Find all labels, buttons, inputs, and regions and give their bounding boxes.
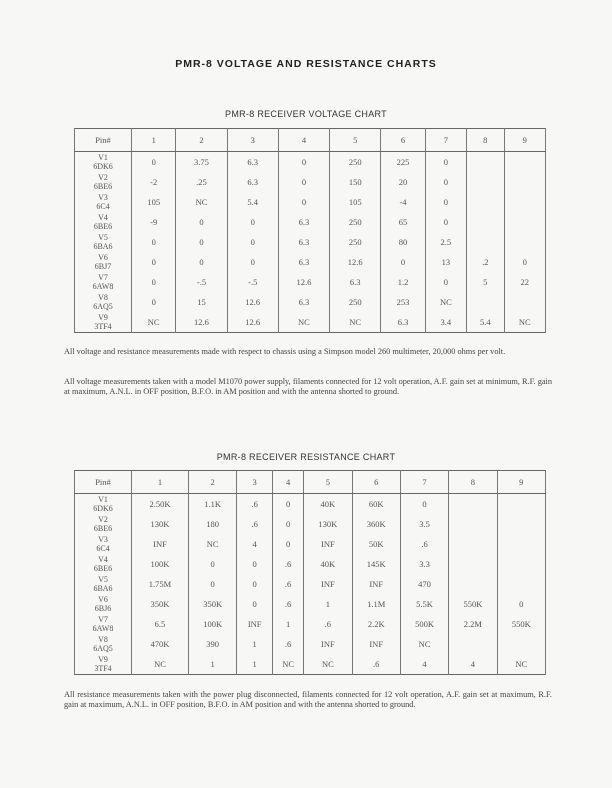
tube-cell <box>75 494 132 515</box>
tube-cell <box>75 292 132 312</box>
value-cell: .6 <box>400 534 448 554</box>
tube-type: 6AQ5 <box>93 644 113 653</box>
tube-label: V2 <box>98 173 108 182</box>
tube-type: 6BE6 <box>93 222 113 231</box>
value-cell <box>467 212 505 232</box>
value-cell: NC <box>188 534 236 554</box>
value-cell: .6 <box>273 554 304 574</box>
table-row <box>75 152 546 173</box>
tube-type: 6C4 <box>96 202 110 211</box>
value-cell: 4 <box>237 534 273 554</box>
value-cell: 0 <box>278 192 329 212</box>
tube-type: 6AQ5 <box>93 302 113 311</box>
resistance-chart-title: PMR-8 RECEIVER RESISTANCE CHART <box>216 452 396 462</box>
pin-column-header: 7 <box>400 471 448 494</box>
value-cell: 2.2K <box>352 614 400 634</box>
value-cell: .6 <box>273 634 304 654</box>
value-cell: 5.4 <box>467 312 505 333</box>
value-cell: 0 <box>504 252 545 272</box>
pin-column-header: 1 <box>132 129 176 152</box>
value-cell: 6.5 <box>132 614 189 634</box>
value-cell: 4 <box>400 654 448 675</box>
value-cell: 225 <box>381 152 425 173</box>
value-cell: 12.6 <box>330 252 381 272</box>
value-cell: 105 <box>132 192 176 212</box>
tube-label: V6 <box>98 253 108 262</box>
value-cell: 0 <box>227 252 278 272</box>
value-cell: 150 <box>330 172 381 192</box>
value-cell: 0 <box>132 152 176 173</box>
value-cell: 0 <box>425 272 466 292</box>
value-cell: 0 <box>273 494 304 515</box>
value-cell: 100K <box>188 614 236 634</box>
value-cell: .6 <box>304 614 352 634</box>
tube-type: 6C4 <box>96 544 110 553</box>
value-cell: NC <box>132 654 189 675</box>
value-cell: 3.4 <box>425 312 466 333</box>
value-cell: 6.3 <box>278 212 329 232</box>
pin-column-header: 9 <box>504 129 545 152</box>
value-cell: 5.5K <box>400 594 448 614</box>
value-cell: NC <box>278 312 329 333</box>
pin-header: Pin# <box>75 471 132 494</box>
value-cell: 1 <box>273 614 304 634</box>
pin-column-header: 8 <box>467 129 505 152</box>
value-cell: INF <box>304 534 352 554</box>
value-cell: .6 <box>237 494 273 515</box>
tube-label: V8 <box>98 635 108 644</box>
value-cell: 500K <box>400 614 448 634</box>
value-cell: 180 <box>188 514 236 534</box>
pin-column-header: 5 <box>330 129 381 152</box>
value-cell: 0 <box>227 212 278 232</box>
value-cell: 0 <box>278 152 329 173</box>
value-cell: 0 <box>425 152 466 173</box>
value-cell: 22 <box>504 272 545 292</box>
value-cell: 470 <box>400 574 448 594</box>
tube-type: 3TF4 <box>94 664 112 673</box>
table-row <box>75 614 546 634</box>
pin-column-header: 4 <box>273 471 304 494</box>
resistance-note: All resistance measurements taken with the power plug disconnected, filaments connected for 12 volt operation, A.F. gain set at maximum, R.F. gain at maximum, A.N.L. in OFF position, B.F.O. in AM position and with the antenna shorted to ground. <box>64 690 552 709</box>
value-cell: 3.5 <box>400 514 448 534</box>
value-cell: 470K <box>132 634 189 654</box>
page-title: PMR-8 VOLTAGE AND RESISTANCE CHARTS <box>175 58 437 70</box>
value-cell <box>504 212 545 232</box>
value-cell: 250 <box>330 232 381 252</box>
value-cell <box>504 292 545 312</box>
value-cell: 6.3 <box>278 292 329 312</box>
value-cell <box>449 534 497 554</box>
resistance-table <box>74 470 546 675</box>
value-cell: NC <box>497 654 545 675</box>
value-cell: 40K <box>304 494 352 515</box>
value-cell: .6 <box>273 574 304 594</box>
value-cell: 80 <box>381 232 425 252</box>
value-cell: 130K <box>132 514 189 534</box>
value-cell: 1.2 <box>381 272 425 292</box>
value-cell <box>449 574 497 594</box>
value-cell: 6.3 <box>227 152 278 173</box>
table-row <box>75 312 546 333</box>
value-cell: 12.6 <box>278 272 329 292</box>
tube-type: 6AW8 <box>92 624 114 633</box>
value-cell <box>504 172 545 192</box>
value-cell: 15 <box>176 292 227 312</box>
tube-cell <box>75 232 132 252</box>
value-cell: -.5 <box>176 272 227 292</box>
value-cell: 0 <box>132 232 176 252</box>
value-cell: -4 <box>381 192 425 212</box>
tube-type: 6BA6 <box>93 584 113 593</box>
value-cell: NC <box>400 634 448 654</box>
pin-column-header: 1 <box>132 471 189 494</box>
value-cell: 6.3 <box>278 252 329 272</box>
table-row <box>75 192 546 212</box>
pin-column-header: 6 <box>352 471 400 494</box>
value-cell: 0 <box>176 212 227 232</box>
value-cell: 40K <box>304 554 352 574</box>
pin-header: Pin# <box>75 129 132 152</box>
table-row <box>75 634 546 654</box>
value-cell: NC <box>330 312 381 333</box>
table-row <box>75 514 546 534</box>
value-cell: 145K <box>352 554 400 574</box>
value-cell: 2.2M <box>449 614 497 634</box>
voltage-chart-title: PMR-8 RECEIVER VOLTAGE CHART <box>225 109 387 119</box>
value-cell: .2 <box>467 252 505 272</box>
value-cell <box>449 634 497 654</box>
pin-column-header: 5 <box>304 471 352 494</box>
value-cell: 0 <box>425 192 466 212</box>
value-cell: NC <box>304 654 352 675</box>
value-cell: .25 <box>176 172 227 192</box>
table-row <box>75 654 546 675</box>
value-cell: 1 <box>237 634 273 654</box>
tube-label: V3 <box>98 535 108 544</box>
table-row <box>75 494 546 515</box>
value-cell: 0 <box>273 534 304 554</box>
value-cell: 6.3 <box>381 312 425 333</box>
tube-cell <box>75 594 132 614</box>
value-cell: 0 <box>176 252 227 272</box>
table-row <box>75 574 546 594</box>
table-row <box>75 172 546 192</box>
tube-label: V1 <box>98 153 108 162</box>
value-cell <box>449 514 497 534</box>
value-cell <box>497 634 545 654</box>
tube-cell <box>75 554 132 574</box>
value-cell <box>449 554 497 574</box>
value-cell: 12.6 <box>227 312 278 333</box>
value-cell: 0 <box>237 554 273 574</box>
tube-type: 6BE6 <box>93 182 113 191</box>
value-cell: 0 <box>425 212 466 232</box>
value-cell: 4 <box>449 654 497 675</box>
tube-label: V7 <box>98 615 108 624</box>
tube-type: 6AW8 <box>92 282 114 291</box>
value-cell: 130K <box>304 514 352 534</box>
value-cell: 0 <box>425 172 466 192</box>
pin-column-header: 2 <box>176 129 227 152</box>
value-cell <box>497 494 545 515</box>
value-cell: NC <box>132 312 176 333</box>
value-cell: 6.3 <box>330 272 381 292</box>
tube-cell <box>75 152 132 173</box>
value-cell: 0 <box>400 494 448 515</box>
tube-label: V6 <box>98 595 108 604</box>
value-cell: 0 <box>237 594 273 614</box>
table-row <box>75 212 546 232</box>
tube-label: V9 <box>98 655 108 664</box>
value-cell: INF <box>237 614 273 634</box>
pin-column-header: 3 <box>227 129 278 152</box>
value-cell: .6 <box>237 514 273 534</box>
value-cell: -9 <box>132 212 176 232</box>
table-row <box>75 594 546 614</box>
value-cell: 0 <box>176 232 227 252</box>
value-cell: 0 <box>188 554 236 574</box>
value-cell: 20 <box>381 172 425 192</box>
value-cell: 105 <box>330 192 381 212</box>
value-cell: 250 <box>330 152 381 173</box>
value-cell: 550K <box>497 614 545 634</box>
value-cell <box>497 514 545 534</box>
value-cell: 1 <box>188 654 236 675</box>
voltage-note-1: All voltage and resistance measurements made with respect to chassis using a Simpson model 260 multimeter, 20,000 ohms per volt. <box>64 347 506 356</box>
value-cell <box>497 574 545 594</box>
tube-label: V2 <box>98 515 108 524</box>
value-cell: 12.6 <box>227 292 278 312</box>
value-cell: 100K <box>132 554 189 574</box>
pin-column-header: 2 <box>188 471 236 494</box>
value-cell: 1 <box>304 594 352 614</box>
value-cell: INF <box>352 634 400 654</box>
value-cell <box>504 152 545 173</box>
value-cell <box>504 192 545 212</box>
tube-type: 6BE6 <box>93 524 113 533</box>
tube-label: V1 <box>98 495 108 504</box>
pin-column-header: 7 <box>425 129 466 152</box>
value-cell: NC <box>273 654 304 675</box>
tube-cell <box>75 192 132 212</box>
tube-cell <box>75 272 132 292</box>
pin-column-header: 4 <box>278 129 329 152</box>
value-cell: 250 <box>330 292 381 312</box>
value-cell <box>467 152 505 173</box>
table-row <box>75 252 546 272</box>
pin-column-header: 6 <box>381 129 425 152</box>
value-cell: 6.3 <box>278 232 329 252</box>
value-cell: 253 <box>381 292 425 312</box>
value-cell: 0 <box>237 574 273 594</box>
value-cell: 65 <box>381 212 425 232</box>
table-row <box>75 272 546 292</box>
pin-column-header: 8 <box>449 471 497 494</box>
voltage-table <box>74 128 546 333</box>
value-cell: 360K <box>352 514 400 534</box>
value-cell: .6 <box>273 594 304 614</box>
value-cell: 350K <box>188 594 236 614</box>
tube-label: V8 <box>98 293 108 302</box>
tube-cell <box>75 634 132 654</box>
table-row <box>75 534 546 554</box>
value-cell: 0 <box>188 574 236 594</box>
tube-type: 6DK6 <box>93 504 113 513</box>
tube-label: V7 <box>98 273 108 282</box>
tube-cell <box>75 654 132 675</box>
value-cell: INF <box>132 534 189 554</box>
value-cell: 13 <box>425 252 466 272</box>
value-cell: -2 <box>132 172 176 192</box>
tube-cell <box>75 514 132 534</box>
value-cell: 390 <box>188 634 236 654</box>
value-cell: 2.5 <box>425 232 466 252</box>
value-cell: 350K <box>132 594 189 614</box>
value-cell: INF <box>304 634 352 654</box>
value-cell <box>497 554 545 574</box>
value-cell: 0 <box>278 172 329 192</box>
value-cell: NC <box>504 312 545 333</box>
value-cell: 3.75 <box>176 152 227 173</box>
value-cell <box>467 292 505 312</box>
tube-label: V5 <box>98 233 108 242</box>
tube-cell <box>75 534 132 554</box>
tube-type: 6BJ6 <box>94 604 112 613</box>
value-cell <box>467 232 505 252</box>
tube-label: V3 <box>98 193 108 202</box>
value-cell: NC <box>176 192 227 212</box>
tube-cell <box>75 172 132 192</box>
value-cell: INF <box>352 574 400 594</box>
tube-label: V4 <box>98 213 108 222</box>
tube-type: 6BE6 <box>93 564 113 573</box>
value-cell: 0 <box>132 272 176 292</box>
pin-column-header: 9 <box>497 471 545 494</box>
tube-label: V5 <box>98 575 108 584</box>
pin-column-header: 3 <box>237 471 273 494</box>
value-cell <box>449 494 497 515</box>
tube-type: 3TF4 <box>94 322 112 331</box>
voltage-note-2: All voltage measurements taken with a model M1070 power supply, filaments connected for 12 volt operation, A.F. gain set at minimum, R.F. gain at maximum, A.N.L. in OFF position, B.F.O. in AM position and with the antenna shorted to ground. <box>64 377 552 396</box>
value-cell: 0 <box>497 594 545 614</box>
value-cell <box>467 172 505 192</box>
tube-cell <box>75 212 132 232</box>
value-cell <box>497 534 545 554</box>
tube-cell <box>75 614 132 634</box>
table-row <box>75 292 546 312</box>
value-cell: -.5 <box>227 272 278 292</box>
value-cell: 0 <box>132 252 176 272</box>
value-cell: 12.6 <box>176 312 227 333</box>
value-cell: 1.75M <box>132 574 189 594</box>
value-cell: 2.50K <box>132 494 189 515</box>
value-cell: 250 <box>330 212 381 232</box>
value-cell: 1.1M <box>352 594 400 614</box>
value-cell: NC <box>425 292 466 312</box>
value-cell: INF <box>304 574 352 594</box>
tube-label: V9 <box>98 313 108 322</box>
value-cell: .6 <box>352 654 400 675</box>
value-cell: 1 <box>237 654 273 675</box>
tube-type: 6BJ7 <box>94 262 112 271</box>
value-cell: 5.4 <box>227 192 278 212</box>
tube-type: 6DK6 <box>93 162 113 171</box>
value-cell: 0 <box>381 252 425 272</box>
tube-cell <box>75 574 132 594</box>
value-cell: 550K <box>449 594 497 614</box>
value-cell <box>504 232 545 252</box>
table-row <box>75 554 546 574</box>
tube-type: 6BA6 <box>93 242 113 251</box>
tube-cell <box>75 312 132 333</box>
value-cell: 1.1K <box>188 494 236 515</box>
tube-label: V4 <box>98 555 108 564</box>
tube-cell <box>75 252 132 272</box>
value-cell: 60K <box>352 494 400 515</box>
value-cell: 50K <box>352 534 400 554</box>
value-cell: 0 <box>227 232 278 252</box>
value-cell: 5 <box>467 272 505 292</box>
value-cell <box>467 192 505 212</box>
value-cell: 0 <box>273 514 304 534</box>
value-cell: 0 <box>132 292 176 312</box>
value-cell: 6.3 <box>227 172 278 192</box>
table-row <box>75 232 546 252</box>
value-cell: 3.3 <box>400 554 448 574</box>
